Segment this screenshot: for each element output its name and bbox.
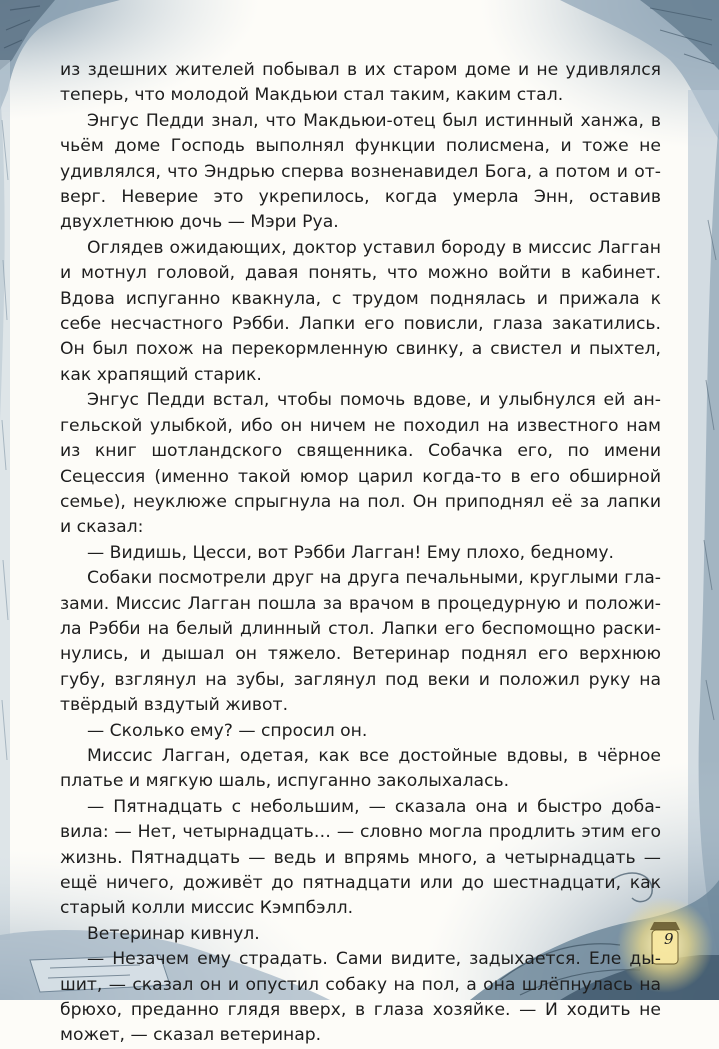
paragraph-vet-nodded: Ветеринар кивнул. xyxy=(87,923,260,944)
paragraph-dogs-looked: Собаки посмотрели друг на друга печальными, круглыми глазами. Миссис Лагган пошла за врачом в процедурную и положила Рэбби на белый длинный стол. Лапки его беспомощно раскинулись, и дышал он тяжело. Ветеринар поднял его верхнюю губу, взглянул на зубы, заглянул под веки и положил руку на твёрдый вздутый живот. xyxy=(60,568,661,716)
paragraph-dialogue-how-old: — Сколько ему? — спросил он. xyxy=(87,720,368,741)
paragraph-mrs-laggan: Миссис Лагган, одетая, как все достойные вдовы, в чёрное платье и мягкую шаль, испуганно заколыхалась. xyxy=(60,745,661,792)
main-text-block xyxy=(60,58,661,1049)
paragraph-dialogue-cessi: — Видишь, Цесси, вот Рэбби Лагган! Ему плохо, бедному. xyxy=(87,542,614,563)
paragraph-angus-knew: Энгус Педди знал, что Макдьюи-отец был истинный ханжа, в чьём доме Господь выполнял функции полисмена, и тоже не удивлялся, что Эндрью сперва возненавидел Бога, а потом и отверг. Неверие это укрепилось, когда умерла Энн, оставив двухлетнюю дочь — Мэри Руа. xyxy=(60,110,661,233)
paragraph-doctor-looked: Оглядев ожидающих, доктор уставил бороду в миссис Лагган и мотнул головой, давая понять, что можно войти в кабинет. Вдова испуганно квакнула, с трудом поднялась и прижала к себе несчастного Рэбби. Лапки его повисли, глаза закатились. Он был похож на перекормленную свинку, а свистел и пыхтел, как храпящий старик. xyxy=(60,237,661,385)
page-number: 9 xyxy=(664,930,674,948)
paragraph-angus-stood: Энгус Педди встал, чтобы помочь вдове, и улыбнулся ей ангельской улыбкой, ибо он ничем не походил на известного нам из книг шотландского священника. Собачка его, по имени Сецессия (именно такой юмор царил когда-то в его обширной семье), неуклюже спрыгнула на пол. Он приподнял её за лапки и сказал: xyxy=(60,390,661,538)
paragraph-dialogue-no-need: — Незачем ему страдать. Сами видите, задыхается. Еле дышит, — сказал он и опустил собаку на пол, а она шлёпнулась на брюхо, преданно глядя вверх, в глаза хозяйке. — И ходить не может, — сказал ветеринар. xyxy=(60,949,661,1046)
paragraph-continuation: из здешних жителей побывал в их старом доме и не удивлялся теперь, что молодой Макдьюи стал таким, каким стал. xyxy=(60,60,661,106)
paragraph-dialogue-fifteen: — Пятнадцать с небольшим, — сказала она и быстро добавила: — Нет, четырнадцать… — словно могла продлить этим его жизнь. Пятнадцать — ведь и впрямь много, а четырнадцать — ещё ничего, доживёт до пятнадцати или до шестнадцати, как старый колли миссис Кэмпбэлл. xyxy=(60,796,661,919)
